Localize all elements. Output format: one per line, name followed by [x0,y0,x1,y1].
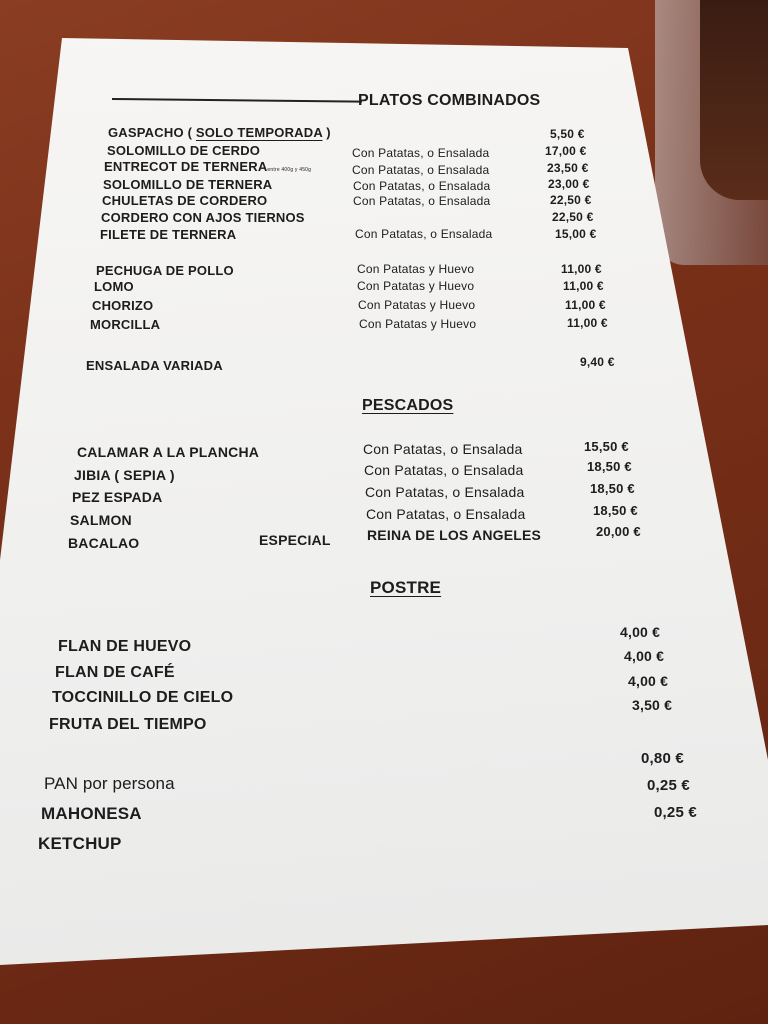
item-bacalao-especial: ESPECIAL [259,532,331,548]
item-bacalao-desc: REINA DE LOS ANGELES [367,527,542,543]
item-solomillo-ternera-desc: Con Patatas, o Ensalada [353,179,491,193]
item-jibia-name: JIBIA ( SEPIA ) [74,467,175,483]
item-pechuga-desc: Con Patatas y Huevo [357,262,475,276]
section-title-postre: POSTRE [370,578,442,597]
item-calamar-desc: Con Patatas, o Ensalada [363,441,523,457]
item-fruta-price: 3,50 € [632,697,673,713]
item-pan-price: 0,80 € [641,750,684,767]
item-salmon-price: 18,50 € [593,503,638,518]
item-solomillo-cerdo-price: 17,00 € [545,144,587,158]
section-title-pescados: PESCADOS [362,397,454,414]
item-lomo-desc: Con Patatas y Huevo [357,279,475,293]
item-morcilla-price: 11,00 € [567,316,608,330]
item-chuletas-price: 22,50 € [550,193,592,207]
item-toccinillo-price: 4,00 € [628,673,669,689]
item-cordero-ajos-name: CORDERO CON AJOS TIERNOS [101,210,305,225]
item-solomillo-cerdo-name: SOLOMILLO DE CERDO [107,143,261,158]
section-title-platos: PLATOS COMBINADOS [358,92,541,109]
item-solomillo-ternera-name: SOLOMILLO DE TERNERA [103,177,273,192]
item-pez-espada-name: PEZ ESPADA [72,489,163,505]
item-bacalao-name: BACALAO [68,535,140,551]
item-fruta-name: FRUTA DEL TIEMPO [49,716,207,733]
item-solomillo-cerdo-desc: Con Patatas, o Ensalada [352,146,490,160]
item-ensalada-price: 9,40 € [580,355,615,369]
item-flan-cafe-price: 4,00 € [624,648,665,664]
item-calamar-name: CALAMAR A LA PLANCHA [77,444,260,460]
item-pechuga-name: PECHUGA DE POLLO [96,263,234,278]
item-entrecot-name: ENTRECOT DE TERNERAentre 400g y 450g [104,159,312,174]
item-filete-name: FILETE DE TERNERA [100,227,237,242]
item-morcilla-name: MORCILLA [90,317,161,332]
item-mahonesa-name: MAHONESA [41,804,142,823]
item-chorizo-price: 11,00 € [565,298,606,312]
item-ketchup-name: KETCHUP [38,834,122,853]
bottle-object [700,0,768,200]
item-chorizo-desc: Con Patatas y Huevo [358,298,476,312]
item-jibia-desc: Con Patatas, o Ensalada [364,462,524,478]
item-chorizo-name: CHORIZO [92,298,154,313]
item-bacalao-price: 20,00 € [596,524,641,539]
item-salmon-name: SALMON [70,512,132,528]
item-chuletas-desc: Con Patatas, o Ensalada [353,194,491,208]
item-toccinillo-name: TOCCINILLO DE CIELO [52,689,234,706]
item-entrecot-desc: Con Patatas, o Ensalada [352,163,490,177]
item-pez-espada-desc: Con Patatas, o Ensalada [365,484,525,500]
item-ketchup-price: 0,25 € [654,804,697,821]
item-jibia-price: 18,50 € [587,459,632,474]
item-flan-huevo-price: 4,00 € [620,624,661,640]
item-entrecot-price: 23,50 € [547,161,589,175]
item-solomillo-ternera-price: 23,00 € [548,177,590,191]
item-chuletas-name: CHULETAS DE CORDERO [102,193,268,208]
item-pechuga-price: 11,00 € [561,262,602,276]
item-morcilla-desc: Con Patatas y Huevo [359,317,477,331]
item-mahonesa-price: 0,25 € [647,777,690,794]
item-lomo-name: LOMO [94,279,134,294]
item-pez-espada-price: 18,50 € [590,481,635,496]
item-cordero-ajos-price: 22,50 € [552,210,594,224]
item-calamar-price: 15,50 € [584,439,629,454]
item-salmon-desc: Con Patatas, o Ensalada [366,506,526,522]
item-ensalada-name: ENSALADA VARIADA [86,358,223,373]
item-filete-price: 15,00 € [555,227,597,241]
item-gaspacho-price: 5,50 € [550,127,585,141]
item-lomo-price: 11,00 € [563,279,604,293]
item-filete-desc: Con Patatas, o Ensalada [355,227,493,241]
item-flan-huevo-name: FLAN DE HUEVO [58,638,192,655]
item-gaspacho-name: GASPACHO ( SOLO TEMPORADA ) [108,125,331,140]
item-flan-cafe-name: FLAN DE CAFÉ [55,664,175,681]
item-pan-name: PAN por persona [44,774,175,793]
